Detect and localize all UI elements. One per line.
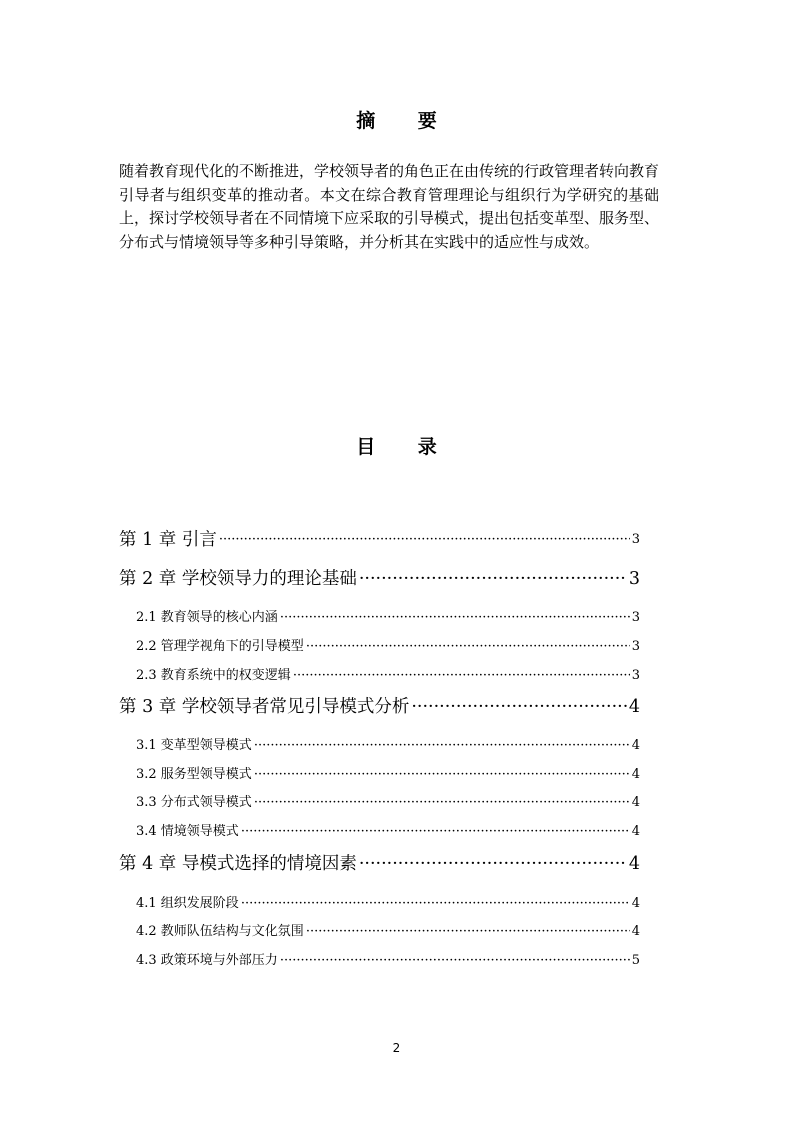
toc-title: 目 录 [356,436,455,458]
toc-page-number: 5 [631,953,640,968]
toc-leader-dots [219,527,630,553]
toc-leader-dots [306,637,630,657]
toc-section-3-4[interactable] [136,822,640,842]
toc-page-number: 4 [631,795,640,810]
toc-entry-label: 3.2 服务型领导模式 [136,767,252,782]
toc-section-3-3[interactable] [136,793,640,813]
toc-section-4-3[interactable] [136,951,640,971]
toc-page-number: 3 [631,639,640,654]
toc-chapter-2[interactable] [119,566,640,592]
toc-page-number: 4 [631,738,640,753]
toc-page-number: 4 [631,924,640,939]
toc-leader-dots [411,694,627,720]
toc-entry-label: 第 2 章 学校领导力的理论基础 [119,569,357,589]
toc-entry-label: 3.4 情境领导模式 [136,824,239,839]
toc-leader-dots [280,951,630,971]
toc-page-number: 3 [631,532,640,547]
toc-section-3-1[interactable] [136,736,640,756]
toc-page-number: 4 [628,697,640,717]
toc-page-number: 3 [631,668,640,683]
toc-leader-dots [254,793,630,813]
page-number: 2 [392,1041,401,1055]
toc-leader-dots [241,894,630,914]
toc-entry-label: 2.2 管理学视角下的引导模型 [136,639,304,654]
toc-section-2-3[interactable] [136,666,640,686]
toc-section-4-1[interactable] [136,894,640,914]
toc-leader-dots [359,566,627,592]
toc-entry-label: 3.3 分布式领导模式 [136,795,252,810]
toc-entry-label: 第 3 章 学校领导者常见引导模式分析 [119,697,410,717]
toc-page-number: 4 [631,824,640,839]
toc-entry-label: 4.1 组织发展阶段 [136,896,239,911]
toc-page-number: 4 [631,767,640,782]
toc-section-3-2[interactable] [136,765,640,785]
toc-chapter-1[interactable] [119,527,640,553]
toc-leader-dots [254,736,630,756]
toc-leader-dots [280,608,630,628]
toc-entry-label: 4.3 政策环境与外部压力 [136,953,278,968]
toc-entry-label: 3.1 变革型领导模式 [136,738,252,753]
toc-entry-label: 2.1 教育领导的核心内涵 [136,610,278,625]
toc-chapter-3[interactable] [119,694,640,720]
toc-section-4-2[interactable] [136,922,640,942]
toc-chapter-4[interactable] [119,851,640,877]
toc-page-number: 4 [628,854,640,874]
toc-leader-dots [359,851,627,877]
toc-leader-dots [241,822,630,842]
toc-section-2-2[interactable] [136,637,640,657]
toc-page-number: 3 [631,610,640,625]
toc-leader-dots [254,765,630,785]
toc-entry-label: 2.3 教育系统中的权变逻辑 [136,668,291,683]
toc-page-number: 4 [631,896,640,911]
toc-entry-label: 第 1 章 引言 [119,530,217,550]
toc-leader-dots [293,666,630,686]
toc-entry-label: 第 4 章 导模式选择的情境因素 [119,854,357,874]
abstract-body: 随着教育现代化的不断推进，学校领导者的角色正在由传统的行政管理者转向教育引导者与组织变革的推动者。本文在综合教育管理理论与组织行为学研究的基础上，探讨学校领导者在不同情境下应采取的引导模式，提出包括变革型、服务型、分布式与情境领导等多种引导策略，并分析其在实践中的适应性与成效。 [119,162,660,251]
toc-section-2-1[interactable] [136,608,640,628]
abstract-title: 摘 要 [356,110,455,132]
toc-page-number: 3 [628,569,640,589]
toc-leader-dots [306,922,630,942]
toc-entry-label: 4.2 教师队伍结构与文化氛围 [136,924,304,939]
